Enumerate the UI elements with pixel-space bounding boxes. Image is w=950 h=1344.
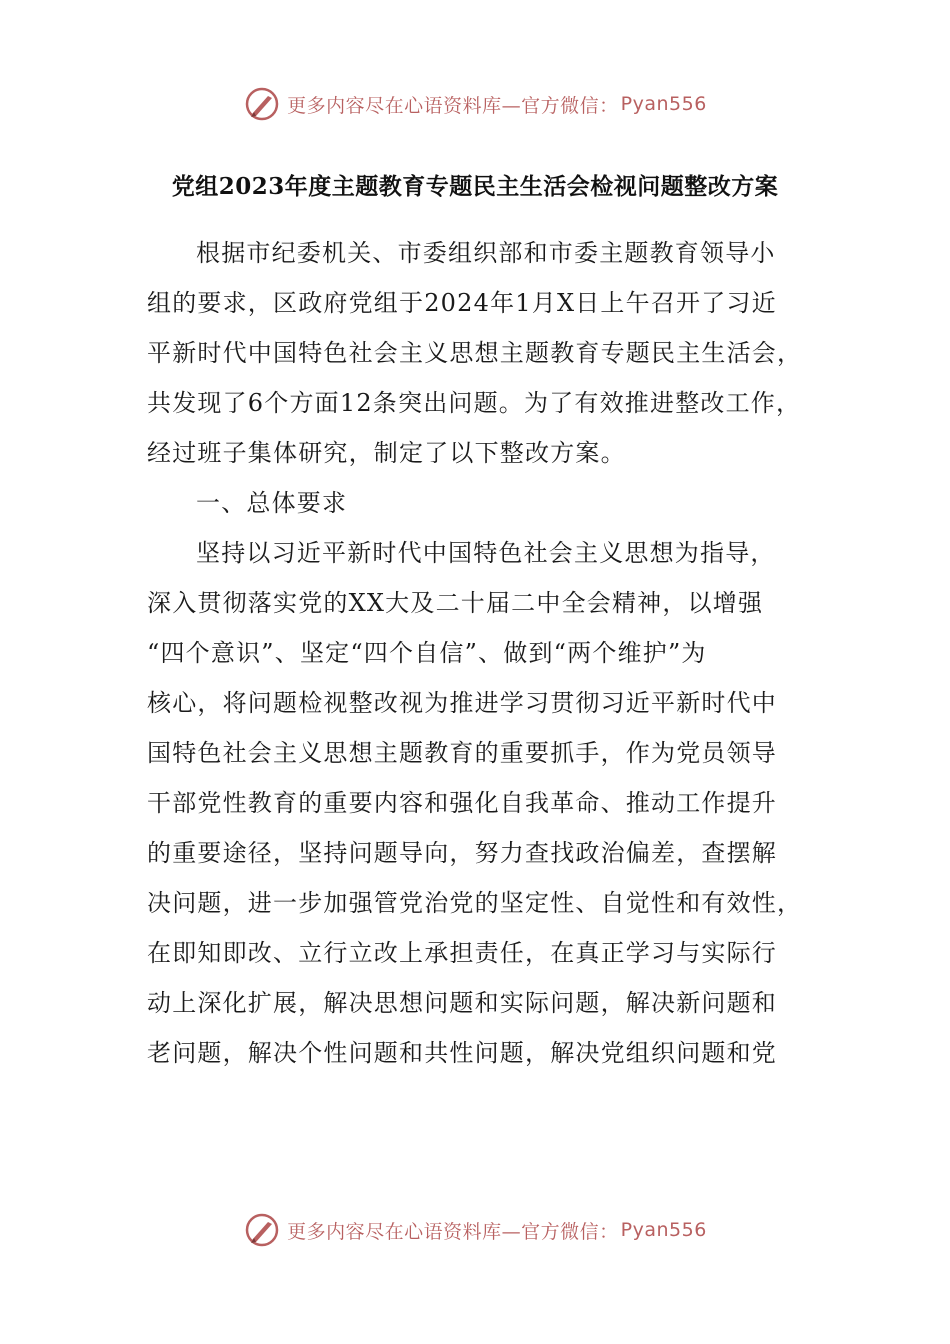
paragraph-line: 平新时代中国特色社会主义思想主题教育专题民主生活会，	[147, 339, 803, 367]
paragraph-line: 经过班子集体研究，制定了以下整改方案。	[147, 439, 626, 467]
header-watermark	[0, 82, 950, 126]
paragraph-line: 根据市纪委机关、市委组织部和市委主题教育领导小	[196, 239, 776, 267]
pen-circle-logo-icon	[243, 85, 281, 123]
paragraph-line: 深入贯彻落实党的XX大及二十届二中全会精神，以增强	[147, 589, 764, 617]
paragraph-line: 在即知即改、立行立改上承担责任，在真正学习与实际行	[147, 939, 777, 967]
paragraph-line: 核心，将问题检视整改视为推进学习贯彻习近平新时代中	[147, 689, 777, 717]
document-body	[147, 228, 807, 1078]
paragraph-line: 国特色社会主义思想主题教育的重要抓手，作为党员领导	[147, 739, 777, 767]
section-heading: 一、总体要求	[196, 489, 348, 517]
paragraph-line: 坚持以习近平新时代中国特色社会主义思想为指导，	[196, 539, 776, 567]
document-title: 党组2023年度主题教育专题民主生活会检视问题整改方案	[171, 173, 779, 200]
paragraph-line: 干部党性教育的重要内容和强化自我革命、推动工作提升	[147, 789, 777, 817]
paragraph-line: 组的要求，区政府党组于2024年1月X日上午召开了习近	[147, 289, 777, 317]
paragraph-line: 动上深化扩展，解决思想问题和实际问题，解决新问题和	[147, 989, 777, 1017]
paragraph-line: 决问题，进一步加强管党治党的坚定性、自觉性和有效性，	[147, 889, 803, 917]
pen-circle-logo-icon	[243, 1211, 281, 1249]
paragraph-line: 的重要途径，坚持问题导向，努力查找政治偏差，查摆解	[147, 839, 777, 867]
watermark-text: 更多内容尽在心语资料库—官方微信：	[287, 94, 619, 117]
paragraph-line: 共发现了6个方面12条突出问题。为了有效推进整改工作，	[147, 389, 802, 417]
paragraph-line: “四个意识”、坚定“四个自信”、做到“两个维护”为	[147, 639, 707, 667]
footer-watermark	[0, 1208, 950, 1252]
paragraph-line: 老问题，解决个性问题和共性问题，解决党组织问题和党	[147, 1039, 777, 1067]
watermark-text: 更多内容尽在心语资料库—官方微信：	[287, 1220, 619, 1243]
watermark-wechat-id: Pyan556	[620, 1219, 707, 1241]
watermark-wechat-id: Pyan556	[620, 93, 707, 115]
